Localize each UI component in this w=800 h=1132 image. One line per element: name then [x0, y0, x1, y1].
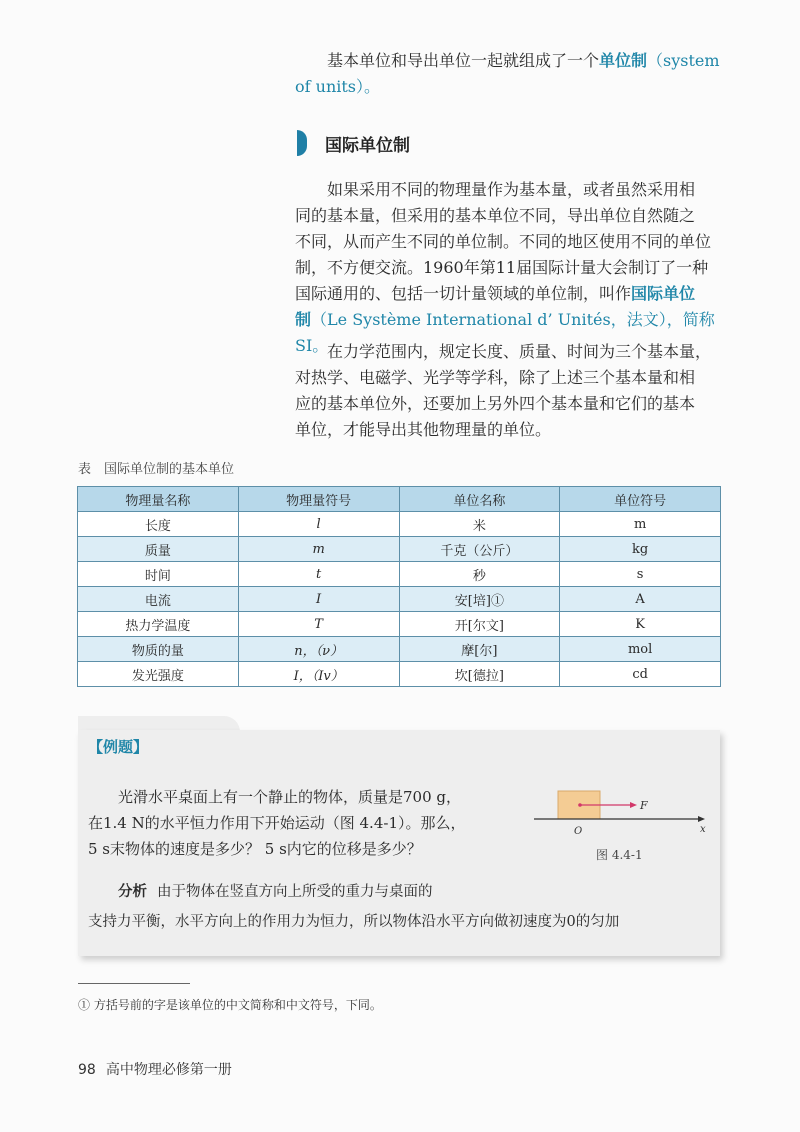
term-unit-system: 单位制 [599, 51, 648, 70]
cell-unit-name: 秒 [399, 562, 560, 587]
cell-unit-name: 米 [399, 512, 560, 537]
example-label: 【例题】 [88, 738, 149, 756]
cell-quantity-symbol: I [238, 587, 399, 612]
cell-quantity-name: 发光强度 [78, 662, 239, 687]
header-quantity-symbol: 物理量符号 [238, 487, 399, 512]
cell-unit-symbol: K [560, 612, 721, 637]
table-row [78, 637, 721, 662]
header-unit-symbol: 单位符号 [560, 487, 721, 512]
para2-line: 单位，才能导出其他物理量的单位。 [295, 420, 552, 439]
para2-line: 应的基本单位外，还要加上另外四个基本量和它们的基本 [295, 394, 696, 413]
axis-label: x [700, 824, 706, 835]
analysis-line: 支持力平衡，水平方向上的作用力为恒力，所以物体沿水平方向做初速度为0的匀加 [88, 914, 620, 930]
para2-line: 在力学范围内，规定长度、质量、时间为三个基本量， [327, 342, 712, 361]
para1-line: 制，不方便交流。1960年第11届国际计量大会制订了一种 [295, 258, 709, 277]
table-caption: 表 国际单位制的基本单位 [78, 462, 235, 477]
intro-paragraph [295, 48, 723, 100]
book-title: 高中物理必修第一册 [105, 1062, 232, 1078]
question-line: 在1.4 N的水平恒力作用下开始运动（图 4.4-1）。那么， [88, 814, 466, 832]
intro-text: 基本单位和导出单位一起就组成了一个 [327, 51, 600, 70]
table-row [78, 537, 721, 562]
section-title: 国际单位制 [325, 135, 410, 156]
figure-caption: 图 4.4-1 [596, 848, 643, 862]
cell-quantity-name: 电流 [78, 587, 239, 612]
analysis-keyword: 分析 [118, 884, 147, 900]
cell-unit-symbol: cd [560, 662, 721, 687]
para2-line: 对热学、电磁学、光学等学科，除了上述三个基本量和相 [295, 368, 696, 387]
cell-quantity-name: 质量 [78, 537, 239, 562]
footnote: ① 方括号前的字是该单位的中文简称和中文符号，下同。 [78, 998, 382, 1012]
term-unit-system-en: （system [647, 51, 720, 70]
table-row [78, 612, 721, 637]
cell-unit-name: 开[尔文] [399, 612, 560, 637]
table-row [78, 562, 721, 587]
x-axis-arrow-icon [698, 816, 705, 822]
cell-quantity-symbol: t [238, 562, 399, 587]
cell-quantity-symbol: I，（Iv） [238, 662, 399, 687]
term-unit-system-en-cont: of units）。 [295, 77, 381, 96]
cell-quantity-symbol: m [238, 537, 399, 562]
force-origin-dot [578, 803, 582, 807]
cell-unit-name: 坎[德拉] [399, 662, 560, 687]
section-heading [297, 127, 410, 159]
table-row [78, 662, 721, 687]
table-row [78, 587, 721, 612]
cell-unit-symbol: s [560, 562, 721, 587]
analysis-line: 由于物体在竖直方向上所受的重力与桌面的 [157, 884, 433, 900]
para1-line: 国际通用的、包括一切计量领域的单位制，叫作 [295, 284, 632, 303]
cell-unit-name: 安[培]① [399, 587, 560, 612]
paragraph-1 [295, 177, 723, 359]
table-header-row [78, 487, 721, 512]
term-si: 国际单位 [631, 284, 696, 303]
cell-unit-symbol: kg [560, 537, 721, 562]
cell-quantity-symbol: T [238, 612, 399, 637]
paragraph-2 [295, 339, 723, 443]
cell-quantity-name: 物质的量 [78, 637, 239, 662]
force-arrow-icon [630, 802, 637, 808]
cell-quantity-symbol: l [238, 512, 399, 537]
para1-line: 不同，从而产生不同的单位制。不同的地区使用不同的单位 [295, 232, 712, 251]
term-si-cont: 制 [295, 310, 312, 329]
table-row [78, 512, 721, 537]
page-number: 98 [78, 1062, 96, 1078]
footnote-divider [78, 983, 190, 984]
header-unit-name: 单位名称 [399, 487, 560, 512]
analysis-paragraph [88, 877, 708, 937]
cell-quantity-name: 时间 [78, 562, 239, 587]
page-footer [78, 1059, 232, 1079]
cell-unit-symbol: A [560, 587, 721, 612]
cell-unit-name: 千克（公斤） [399, 537, 560, 562]
para1-line: 同的基本量，但采用的基本单位不同，导出单位自然随之 [295, 206, 696, 225]
cell-quantity-symbol: n，（ν） [238, 637, 399, 662]
cell-unit-symbol: m [560, 512, 721, 537]
force-label: F [640, 799, 648, 812]
cell-unit-symbol: mol [560, 637, 721, 662]
origin-label: O [574, 826, 583, 837]
cell-quantity-name: 热力学温度 [78, 612, 239, 637]
cell-quantity-name: 长度 [78, 512, 239, 537]
si-base-units-table [77, 486, 721, 687]
cell-unit-name: 摩[尔] [399, 637, 560, 662]
heading-marker-icon [297, 130, 307, 156]
example-question [88, 784, 508, 862]
question-line: 光滑水平桌面上有一个静止的物体，质量是700 g， [118, 788, 462, 806]
header-quantity-name: 物理量名称 [78, 487, 239, 512]
para1-line: 如果采用不同的物理量作为基本量，或者虽然采用相 [327, 180, 696, 199]
question-line: 5 s末物体的速度是多少？ 5 s内它的位移是多少？ [88, 840, 422, 858]
term-si-french: （Le Système International d’ Unités，法文），简称SI。 [295, 310, 715, 355]
